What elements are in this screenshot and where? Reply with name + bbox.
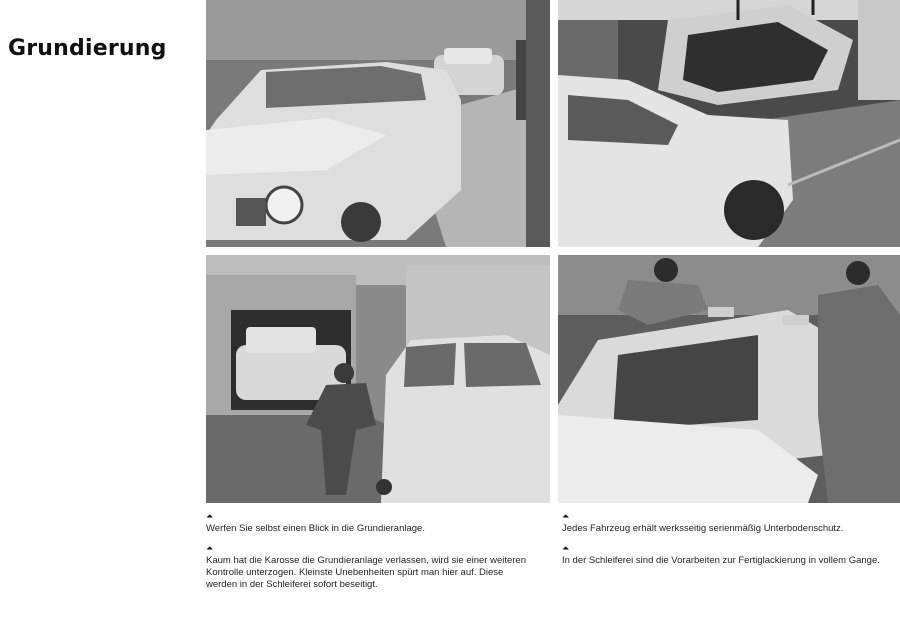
photo-inspection bbox=[206, 255, 550, 503]
photo-primer-line-car-bodies bbox=[206, 0, 550, 247]
up-arrow-icon: ⏶ bbox=[206, 543, 214, 553]
up-arrow-icon: ⏶ bbox=[206, 511, 214, 521]
caption-sanding bbox=[562, 544, 882, 567]
caption-underbody bbox=[562, 512, 882, 535]
photo-worker-inspecting-car-body bbox=[206, 255, 550, 503]
up-arrow-icon: ⏶ bbox=[562, 511, 570, 521]
photo-underbody-coating bbox=[558, 0, 900, 247]
photo-workers-sanding-roof bbox=[558, 255, 900, 503]
caption-inspection bbox=[206, 544, 526, 591]
caption-text: Werfen Sie selbst einen Blick in die Grundieranlage. bbox=[206, 523, 425, 534]
up-arrow-icon: ⏶ bbox=[562, 543, 570, 553]
page-title: Grundierung bbox=[8, 36, 167, 61]
caption-text: Kaum hat die Karosse die Grundieranlage verlassen, wird sie einer weiteren Kontrolle unterzogen. Kleinste Unebenheiten spürt man hier auf. Diese werden in der Schleiferei sofort beseitigt. bbox=[206, 555, 527, 590]
caption-text: In der Schleiferei sind die Vorarbeiten zur Fertiglackierung in vollem Gange. bbox=[562, 555, 880, 566]
photo-sanding bbox=[558, 255, 900, 503]
caption-text: Jedes Fahrzeug erhält werksseitig serienmäßig Unterbodenschutz. bbox=[562, 523, 844, 534]
photo-car-body-on-conveyor bbox=[558, 0, 900, 247]
photo-primer-line bbox=[206, 0, 550, 247]
caption-primer-line bbox=[206, 512, 526, 535]
